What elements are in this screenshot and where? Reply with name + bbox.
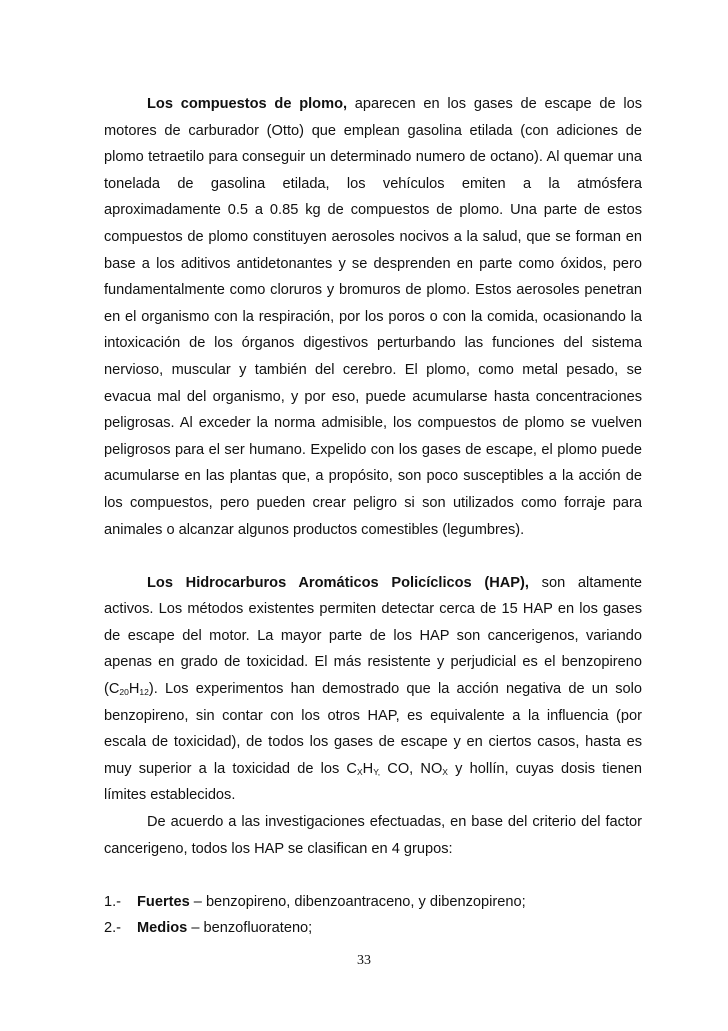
list-item-number: 1.-: [104, 893, 122, 910]
subscript-hydrogen-count: 12: [139, 687, 149, 698]
paragraph-text-hap-6: y hollín, cuyas dosis tienen límites establecidos.: [104, 760, 642, 804]
page-number: 33: [357, 953, 371, 968]
list-item: [104, 915, 642, 942]
paragraph-text-hap-4: H: [362, 760, 374, 777]
list-item-text: [137, 915, 642, 942]
paragraph-text-hap-5: CO, NO: [380, 760, 443, 777]
paragraph-heading-hap: Los Hidrocarburos Aromáticos Policíclicos (HAP),: [147, 574, 529, 591]
hap-group-list: [104, 889, 642, 942]
subscript-y: Y,: [373, 766, 381, 777]
list-item: [104, 889, 642, 916]
list-item-description: – benzofluorateno;: [187, 920, 313, 937]
list-item-number: 2.-: [104, 920, 122, 937]
paragraph-lead-compounds: [104, 91, 642, 543]
paragraph-text-hap-1: son altamente activos. Los métodos existentes permiten detectar cerca de 15 HAP en los gases de escape del motor. La mayor parte de los HAP son cancerigenos, variando apenas en grado de toxicidad. El más resistente y perjudicial es el benzopireno (C: [104, 574, 642, 698]
list-item-text: [137, 889, 642, 916]
paragraph-text-hap-2: H: [128, 681, 140, 698]
paragraph-hap: [104, 570, 642, 809]
subscript-x: X: [356, 766, 363, 777]
list-item-description: – benzopireno, dibenzoantraceno, y dibenzopireno;: [189, 893, 526, 910]
subscript-nox: X: [442, 766, 448, 777]
page-body: [104, 91, 642, 942]
paragraph-text-hap-3: ). Los experimentos han demostrado que la acción negativa de un solo benzopireno, sin contar con los otros HAP, es equivalente a la influencia (por escala de toxicidad), de todos los gases de escape y en ciertos casos, hasta es muy superior a la toxicidad de los C: [104, 681, 642, 777]
list-item-name: Medios: [137, 920, 188, 937]
subscript-carbon-count: 20: [119, 687, 129, 698]
paragraph-heading-lead-compounds: Los compuestos de plomo,: [147, 96, 348, 112]
paragraph-criteria: De acuerdo a las investigaciones efectuadas, en base del criterio del factor cancerigeno, todos los HAP se clasifican en 4 grupos:: [104, 814, 642, 857]
list-item-name: Fuertes: [137, 893, 190, 910]
paragraph-text-lead-compounds: aparecen en los gases de escape de los motores de carburador (Otto) que emplean gasolina etilada (con adiciones de plomo tetraetilo para conseguir un determinado numero de octano). Al quemar una tonelada de gasolina etilada, los vehículos emiten a la atmósfera aproximadamente 0.5 a 0.85 kg de compuestos de plomo. Una parte de estos compuestos de plomo constituyen aerosoles nocivos a la salud, que se forman en base a los aditivos antidetonantes y se desprenden en parte como óxidos, pero fundamentalmente como cloruros y bromuros de plomo. Estos aerosoles penetran en el organismo con la respiración, por los poros o con la comida, ocasionando la intoxicación de los órganos digestivos perturbando las funciones del sistema nervioso, muscular y también del cerebro. El plomo, como metal pesado, se evacua mal del organismo, y por eso, puede acumularse hasta concentraciones peligrosas. Al exceder la norma admisible, los compuestos de plomo se vuelven peligrosos para el ser humano. Expelido con los gases de escape, el plomo puede acumularse en las plantas que, a propósito, son poco susceptibles a la acción de los compuestos, pero pueden crear peligro si son utilizados como forraje para animales o alcanzar algunos productos comestibles (legumbres).: [104, 96, 642, 538]
